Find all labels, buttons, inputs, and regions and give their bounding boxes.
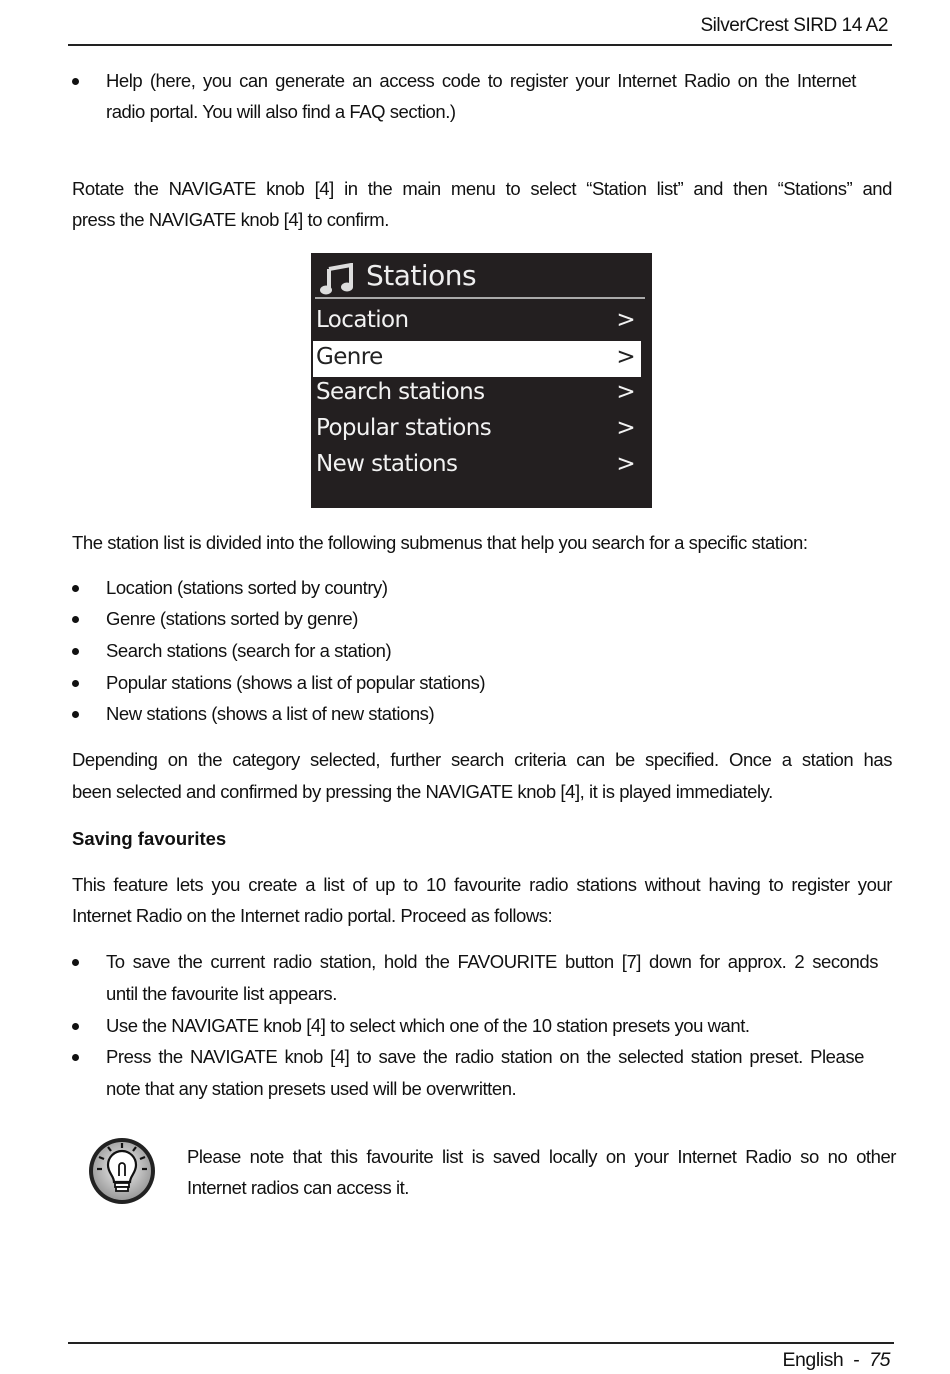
header-rule (68, 44, 892, 46)
bullet (72, 680, 79, 687)
paragraph-line: This feature lets you create a list of up to 10 favourite radio stations without having to register your (72, 874, 892, 895)
page-number: 75 (869, 1349, 890, 1371)
chevron-right-icon: > (616, 379, 635, 405)
paragraph-line: Depending on the category selected, further search criteria can be specified. Once a station has (72, 749, 892, 770)
bullet-text: Location (stations sorted by country) (106, 577, 388, 598)
header-title: SilverCrest SIRD 14 A2 (700, 15, 888, 36)
menu-item-search-stations[interactable] (313, 376, 641, 412)
lightbulb-icon (87, 1136, 157, 1206)
bullet-text: until the favourite list appears. (106, 983, 337, 1004)
note-text: Internet radios can access it. (187, 1177, 409, 1198)
bullet-text: Use the NAVIGATE knob [4] to select which one of the 10 station presets you want. (106, 1015, 750, 1036)
bullet-text: Search stations (search for a station) (106, 640, 392, 661)
chevron-right-icon: > (616, 415, 635, 441)
menu-item-label: Popular stations (316, 415, 492, 441)
menu-item-genre[interactable] (313, 341, 641, 377)
bullet (72, 585, 79, 592)
bullet-text: Genre (stations sorted by genre) (106, 608, 358, 629)
paragraph-line: Internet Radio on the Internet radio portal. Proceed as follows: (72, 905, 553, 926)
bullet-text: Popular stations (shows a list of popular stations) (106, 672, 486, 693)
footer-language: English (782, 1349, 844, 1371)
bullet-text: Press the NAVIGATE knob [4] to save the radio station on the selected station preset. Please (106, 1046, 864, 1067)
bullet-text: New stations (shows a list of new stations) (106, 703, 435, 724)
note-text: Please note that this favourite list is saved locally on your Internet Radio so no other (187, 1146, 896, 1167)
menu-item-label: Search stations (316, 379, 485, 405)
screen-divider (315, 297, 645, 299)
chevron-right-icon: > (616, 344, 635, 370)
bullet (72, 1054, 79, 1061)
menu-item-new-stations[interactable] (313, 448, 641, 484)
paragraph-line: Rotate the NAVIGATE knob [4] in the main menu to select “Station list” and then “Stations” and (72, 178, 892, 199)
paragraph-line: press the NAVIGATE knob [4] to confirm. (72, 209, 389, 230)
section-heading: Saving favourites (72, 828, 227, 849)
bullet (72, 959, 79, 966)
bullet (72, 648, 79, 655)
screen-title: Stations (366, 259, 477, 292)
bullet-text: To save the current radio station, hold the FAVOURITE button [7] down for approx. 2 seconds (106, 951, 878, 972)
bullet (72, 711, 79, 718)
menu-item-label: Genre (316, 344, 383, 370)
menu-item-location[interactable] (313, 304, 641, 340)
bullet-text: note that any station presets used will be overwritten. (106, 1078, 517, 1099)
bullet (72, 78, 79, 85)
menu-item-popular-stations[interactable] (313, 412, 641, 448)
paragraph-line: been selected and confirmed by pressing the NAVIGATE knob [4], it is played immediately. (72, 781, 773, 802)
chevron-right-icon: > (616, 451, 635, 477)
footer-rule (68, 1342, 894, 1344)
paragraph-line: The station list is divided into the following submenus that help you search for a specific station: (72, 532, 808, 553)
music-note-icon (320, 263, 354, 295)
stations-screen (311, 253, 652, 508)
footer-separator: - (853, 1349, 860, 1371)
menu-item-label: Location (316, 307, 409, 333)
bullet-text: Help (here, you can generate an access code to register your Internet Radio on the Internet (106, 70, 856, 91)
bullet (72, 1023, 79, 1030)
menu-item-label: New stations (316, 451, 458, 477)
bullet (72, 616, 79, 623)
footer (782, 1348, 890, 1372)
bullet-text: radio portal. You will also find a FAQ section.) (106, 101, 456, 122)
chevron-right-icon: > (616, 307, 635, 333)
